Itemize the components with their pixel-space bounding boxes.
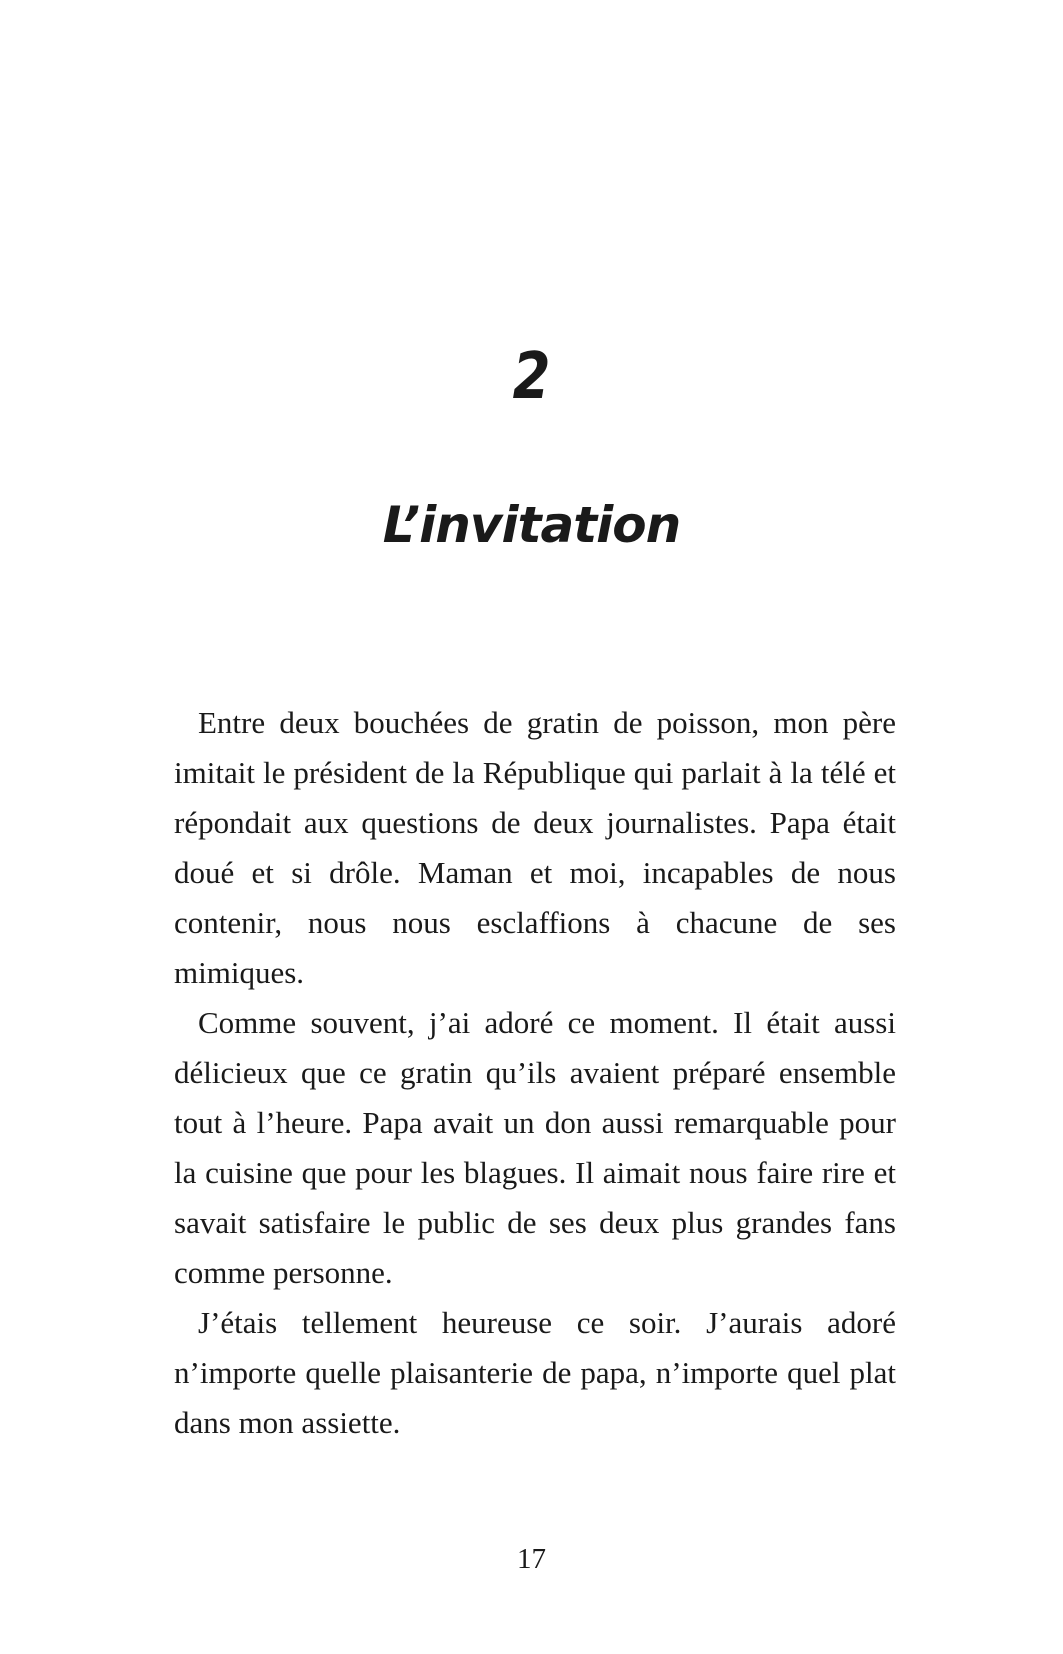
paragraph: Entre deux bouchées de gratin de poisson, mon père imitait le président de la République qui parlait à la télé et répondait aux questions de deux journalistes. Papa était doué et si drôle. Maman et moi, incapables de nous contenir, nous nous esclaffions à chacune de ses mimiques. xyxy=(174,705,896,990)
paragraph: Comme souvent, j’ai adoré ce moment. Il était aussi délicieux que ce gratin qu’ils avaient préparé ensemble tout à l’heure. Papa avait un don aussi remarquable pour la cuisine que pour les blagues. Il aimait nous faire rire et savait satisfaire le public de ses deux plus grandes fans comme personne. xyxy=(174,1005,896,1290)
paragraph: J’étais tellement heureuse ce soir. J’aurais adoré n’importe quelle plaisanterie de papa, n’importe quel plat dans mon assiette. xyxy=(174,1305,896,1440)
chapter-title: L’invitation xyxy=(382,496,681,554)
chapter-number: 2 xyxy=(512,340,551,414)
page-number: 17 xyxy=(517,1543,546,1575)
chapter-body xyxy=(174,698,896,1448)
